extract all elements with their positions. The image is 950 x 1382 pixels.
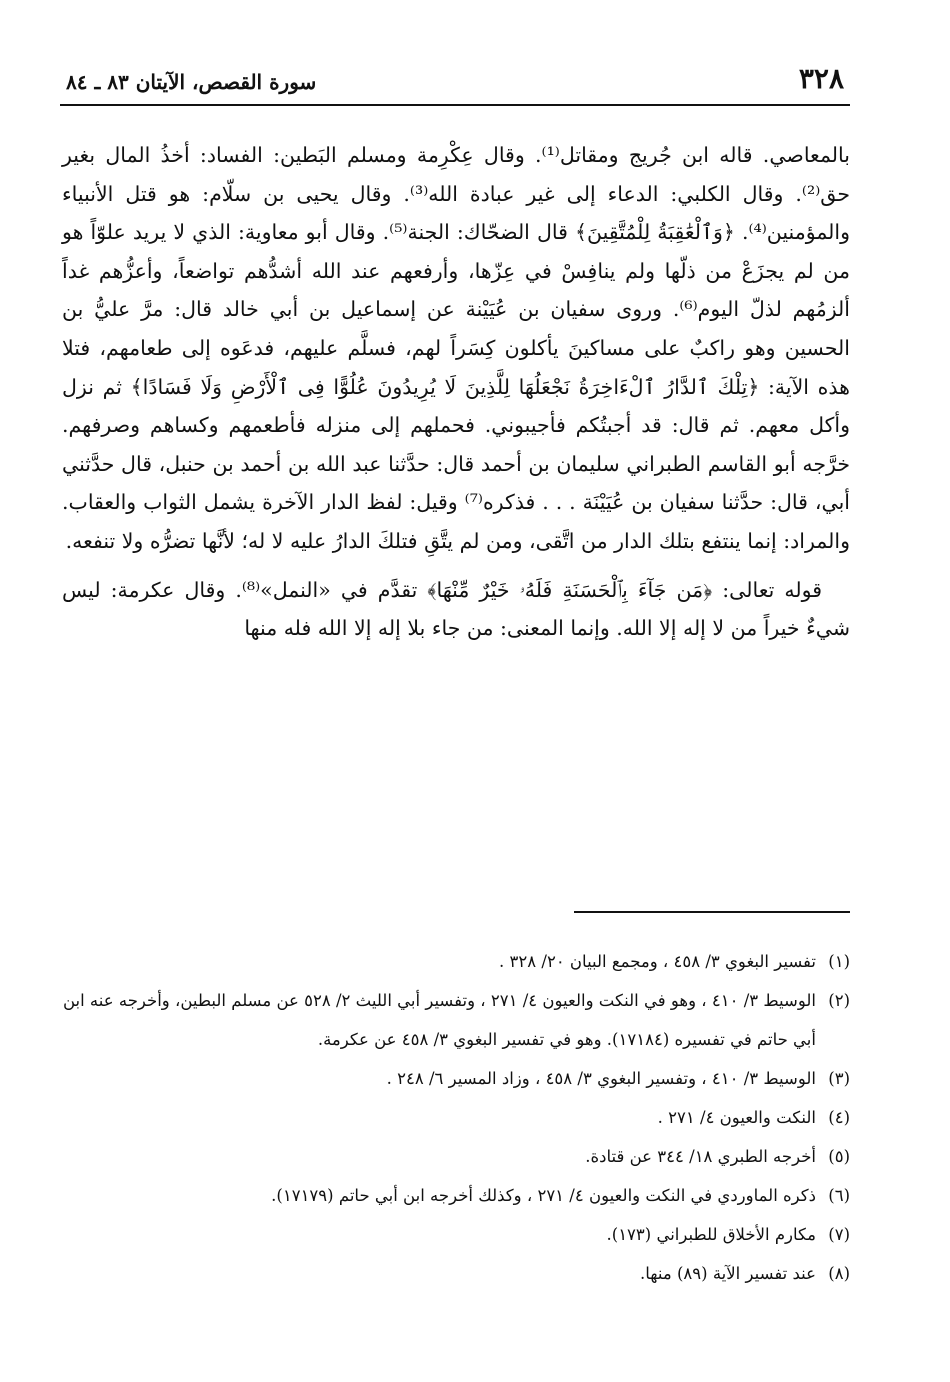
- footnote-text: النكت والعيون ٤/ ٢٧١ .: [657, 1108, 816, 1127]
- paragraph: قوله تعالى: ﴿مَن جَآءَ بِٱلْحَسَنَةِ فَلَهُۥ خَيْرٌ مِّنْهَا﴾ تقدَّم في «النمل»⁽⁸⁾. وقال عكرمة: ليس شيءٌ خيراً من لا إله إلا الله. وإنما المعنى: من جاء بلا إله إلا الله فله منها: [62, 577, 850, 641]
- footnote: [62, 1215, 850, 1254]
- running-title: سورة القصص، الآيتان ٨٣ ـ ٨٤: [66, 70, 317, 94]
- footnote-number: (٢): [828, 991, 850, 1010]
- footnote: [62, 942, 850, 981]
- footnote-number: (٥): [828, 1147, 850, 1166]
- page-number: ٣٢٨: [798, 62, 844, 95]
- footnote-number: (١): [828, 952, 850, 971]
- main-text: [62, 136, 850, 668]
- page-header: [60, 58, 850, 106]
- footnote-text: الوسيط ٣/ ٤١٠ ، وهو في النكت والعيون ٤/ ٢٧١ ، وتفسير أبي الليث ٢/ ٥٢٨ عن مسلم البطين، وأخرجه عنه ابن أبي حاتم في تفسيره (١٧١٨٤). وهو في تفسير البغوي ٣/ ٤٥٨ عن عكرمة.: [62, 991, 816, 1049]
- footnote: [62, 1098, 850, 1137]
- footnote-number: (٣): [828, 1069, 850, 1088]
- footnote: [62, 1254, 850, 1293]
- footnote: [62, 981, 850, 1059]
- footnote: [62, 1137, 850, 1176]
- footnote-text: ذكره الماوردي في النكت والعيون ٤/ ٢٧١ ، وكذلك أخرجه ابن أبي حاتم (١٧١٧٩).: [271, 1186, 816, 1205]
- footnotes: [62, 942, 850, 1293]
- footnote-text: أخرجه الطبري ١٨/ ٣٤٤ عن قتادة.: [585, 1147, 816, 1166]
- footnote-text: عند تفسير الآية (٨٩) منها.: [640, 1264, 816, 1283]
- footnote-text: تفسير البغوي ٣/ ٤٥٨ ، ومجمع البيان ٢٠/ ٣٢٨ .: [499, 952, 816, 971]
- footnote: [62, 1176, 850, 1215]
- footnote-number: (٨): [828, 1264, 850, 1283]
- footnote-separator: [574, 911, 850, 913]
- footnote-text: مكارم الأخلاق للطبراني (١٧٣).: [606, 1225, 816, 1244]
- footnote-number: (٦): [828, 1186, 850, 1205]
- footnote-number: (٧): [828, 1225, 850, 1244]
- footnote-number: (٤): [828, 1108, 850, 1127]
- footnote-text: الوسيط ٣/ ٤١٠ ، وتفسير البغوي ٣/ ٤٥٨ ، وزاد المسير ٦/ ٢٤٨ .: [386, 1069, 816, 1088]
- paragraph: بالمعاصي. قاله ابن جُريج ومقاتل⁽¹⁾. وقال عِكْرِمة ومسلم البَطين: الفساد: أخذُ المال بغير حق⁽²⁾. وقال الكلبي: الدعاء إلى غير عبادة الله⁽³⁾. وقال يحيى بن سلّام: هو قتل الأنبياء والمؤمنين⁽⁴⁾. ﴿وَٱلْعَٰقِبَةُ لِلْمُتَّقِينَ﴾ قال الضحّاك: الجنة⁽⁵⁾. وقال أبو معاوية: الذي لا يريد علوّاً هو من لم يجزَعْ من ذلّها ولم ينافِسْ في عِزّها، وأرفعهم عند الله أشدُّهم تواضعاً، وأعزُّهم غداً ألزمُهم لذلّ اليوم⁽⁶⁾. وروى سفيان بن عُيَيْنة عن إسماعيل بن أبي خالد قال: مرَّ عليُّ بن الحسين وهو راكبٌ على مساكينَ يأكلون كِسَراً لهم، فسلَّم عليهم، فدعَوه إلى طعامهم، فتلا هذه الآية: ﴿تِلْكَ ٱلدَّارُ ٱلْءَاخِرَةُ نَجْعَلُهَا لِلَّذِينَ لَا يُرِيدُونَ عُلُوًّا فِى ٱلْأَرْضِ وَلَا فَسَادًا﴾ ثم نزل وأكل معهم. ثم قال: قد أجبتُكم فأجيبوني. فحملهم إلى منزله فأطعمهم وكساهم وصرفهم. خرَّجه أبو القاسم الطبراني سليمان بن أحمد قال: حدَّثنا عبد الله بن أحمد بن حنبل، قال حدَّثني أبي، قال: حدَّثنا سفيان بن عُيَيْنَة . . . فذكره⁽⁷⁾ وقيل: لفظ الدار الآخرة يشمل الثواب والعقاب. والمراد: إنما ينتفع بتلك الدار من اتَّقى، ومن لم يتَّقِ فتلكَ الدارُ عليه لا له؛ لأنَّها تضرُّه ولا تنفعه.: [62, 143, 851, 553]
- footnote: [62, 1059, 850, 1098]
